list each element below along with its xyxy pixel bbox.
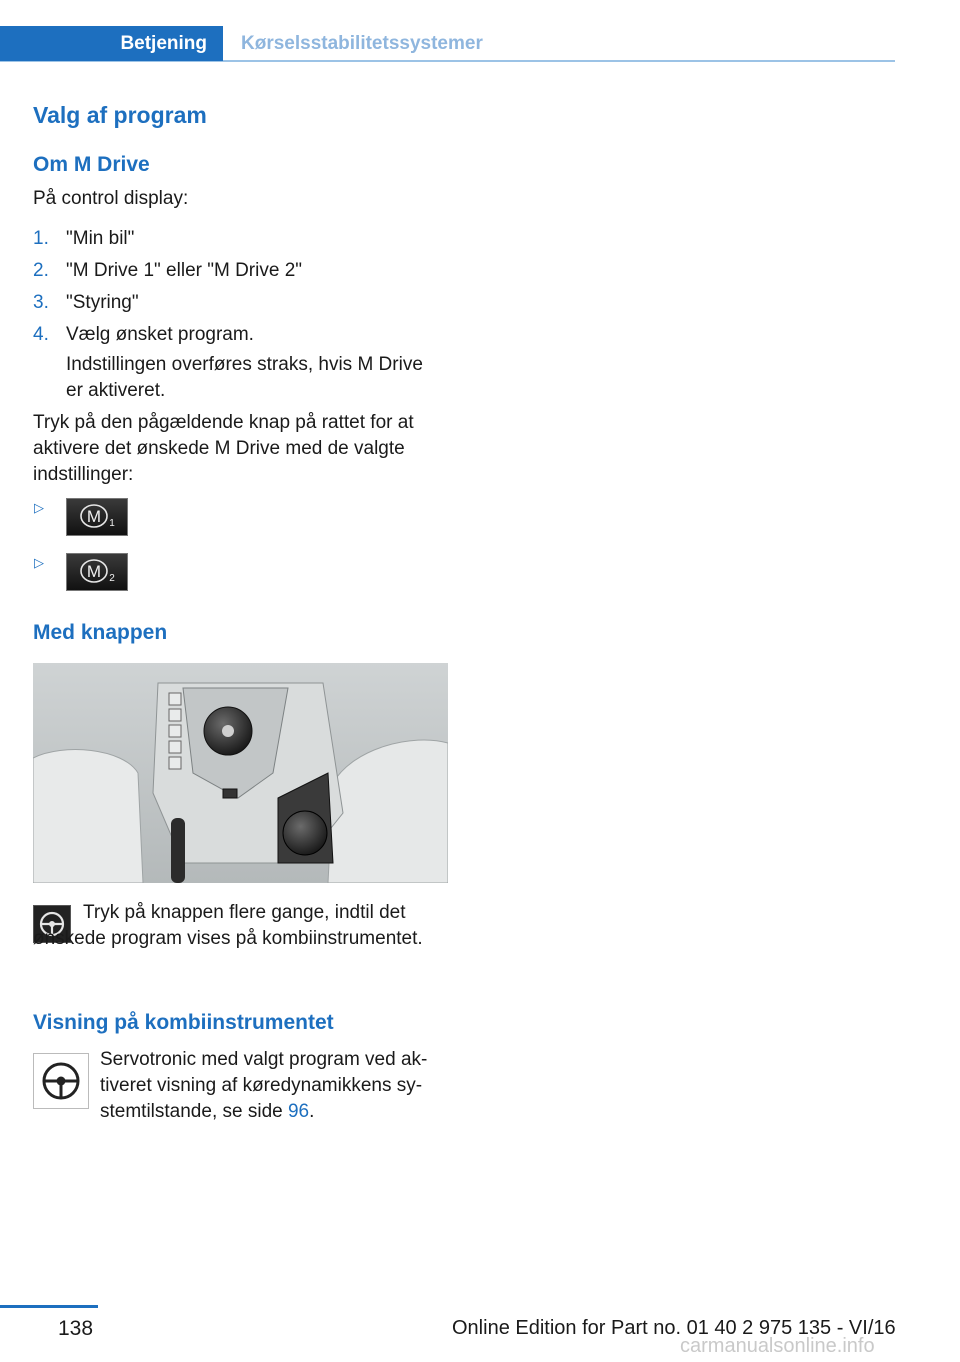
steering-wheel-paragraph: Tryk på den pågældende knap på rattet for at aktivere det ønskede M Drive med de valgte indstillinger: <box>33 412 414 485</box>
servotronic-icon-box <box>33 1053 89 1109</box>
center-console-illustration <box>33 663 448 883</box>
m2-button-image <box>66 553 128 591</box>
step-number: 4. <box>33 324 49 345</box>
step-note: Indstillingen overføres straks, hvis M Drive er aktiveret. <box>66 354 423 401</box>
step-text: Vælg ønsket program. <box>66 324 254 345</box>
step-text: "Styring" <box>66 292 139 313</box>
watermark: carmanualsonline.info <box>680 1335 875 1357</box>
bullet-triangle-icon: ▷ <box>34 500 44 515</box>
step-number: 2. <box>33 260 49 281</box>
m1-button-image <box>66 498 128 536</box>
page-number: 138 <box>58 1317 94 1340</box>
knap-instruction: Tryk på knappen flere gange, indtil det ønskede program vises på kombiinstrumentet. <box>33 902 423 949</box>
page-reference-link[interactable]: 96 <box>287 1101 310 1122</box>
subheading-visning: Visning på kombiinstrumentet <box>33 1011 334 1034</box>
subheading-om-m-drive: Om M Drive <box>33 153 150 176</box>
visning-period: . <box>309 1101 315 1122</box>
m2-subscript: 2 <box>109 573 115 584</box>
step-number: 1. <box>33 228 49 249</box>
chapter-label: Kørselsstabilitetssystemer <box>241 32 483 54</box>
step-number: 3. <box>33 292 49 313</box>
steering-wheel-icon <box>34 1054 88 1108</box>
step-text: "M Drive 1" eller "M Drive 2" <box>66 260 303 281</box>
subheading-med-knappen: Med knappen <box>33 621 168 644</box>
m1-letter: M <box>86 507 102 526</box>
page-title: Valg af program <box>33 102 207 128</box>
m1-subscript: 1 <box>109 518 115 529</box>
bullet-triangle-icon: ▷ <box>34 555 44 570</box>
visning-body: Servotronic med valgt program ved aktiveret visning af køredynamikkens systemtilstande, se side <box>100 1049 428 1122</box>
section-tab <box>0 26 223 61</box>
m1-icon <box>67 499 127 535</box>
intro-text: På control display: <box>33 188 189 209</box>
chapter-tab <box>223 26 483 61</box>
m2-letter: M <box>86 562 102 581</box>
edition-text: Online Edition for Part no. 01 40 2 975 135 - VI/16 <box>452 1317 896 1339</box>
step-text: "Min bil" <box>66 228 135 249</box>
footer-rule <box>0 1305 98 1308</box>
m2-icon <box>67 554 127 590</box>
visning-text <box>100 1047 448 1125</box>
section-label: Betjening <box>120 32 207 54</box>
